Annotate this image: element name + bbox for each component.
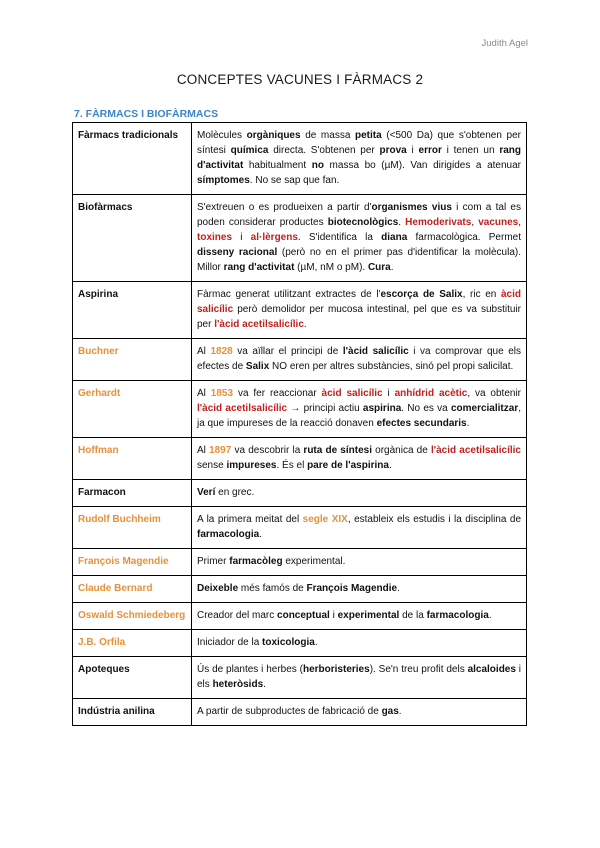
definition-cell [192,630,527,657]
table-row [73,195,527,282]
definition-cell [192,438,527,480]
definition-segment: petita [355,130,382,141]
definition-segment: i va comprovar que els efectes de [197,346,521,372]
definition-segment: , ric en [462,289,501,300]
definition-segment: Fàrmac generat utilitzant extractes de l' [197,289,381,300]
definition-segment: A partir de subproductes de fabricació de [197,706,382,717]
definition-segment: (<500 Da) que s'obtenen per síntesi [197,130,521,156]
definition-segment: no [311,160,324,171]
table-row [73,507,527,549]
definition-segment: S'extreuen o es produeixen a partir d' [197,202,372,213]
table-row [73,603,527,630]
definition-segment: alcaloides [467,664,516,675]
definition-segment: va descobrir la [231,445,304,456]
definition-segment: toxicologia [262,637,315,648]
term-cell: Claude Bernard [73,576,192,603]
definition-cell [192,576,527,603]
definition-segment: Deixeble [197,583,239,594]
term-cell: Aspirina [73,282,192,339]
table-row [73,699,527,726]
definition-segment: Verí [197,487,216,498]
definition-segment: però demolidor per mucosa intestinal, pel que es va substituir per [197,304,521,330]
definition-segment: . [314,637,318,648]
definition-segment: anhídrid acètic [394,388,468,399]
definition-segment: . [398,217,406,228]
definition-segment: vacunes [478,217,519,228]
definition-segment: farmacòleg [229,556,283,567]
definition-cell [192,603,527,630]
definition-segment: l'àcid salicílic [342,346,409,357]
definition-segment: , ja que impureses de la reacció donaven [197,403,521,429]
definition-segment: . S'identifica la [297,232,382,243]
definition-segment: l'àcid acetilsalicílic [197,403,288,414]
term-cell: Gerhardt [73,381,192,438]
table-row [73,339,527,381]
definition-cell [192,480,527,507]
definition-cell [192,282,527,339]
definition-segment: Al [197,388,211,399]
table-row [73,381,527,438]
definition-segment: efectes secundaris [376,418,467,429]
definition-segment: impureses [226,460,277,471]
definition-segment: . [398,706,402,717]
definition-segment: , [471,217,479,228]
table-row [73,480,527,507]
definition-segment: Cura [367,262,391,273]
definition-segment: Molècules [197,130,247,141]
definition-segment: habitualment [243,160,312,171]
definition-segment: farmacològica. Permet [407,232,521,243]
definition-segment: Primer [197,556,230,567]
term-cell: François Magendie [73,549,192,576]
definition-segment: Al [197,346,211,357]
definition-segment: ). Se'n treu profit dels [369,664,468,675]
definition-segment: . No es va [401,403,451,414]
definition-segment: símptomes [197,175,250,186]
definition-segment: rang d'activitat [223,262,295,273]
table-row [73,123,527,195]
term-cell: J.B. Orfila [73,630,192,657]
definition-segment: , estableix els estudis i la disciplina de [347,514,522,525]
definition-segment: gas [381,706,399,717]
author-name: Judith Agel [481,38,528,49]
term-cell: Fàrmacs tradicionals [73,123,192,195]
definition-segment: error [418,145,442,156]
definition-cell [192,699,527,726]
definition-segment: i com a tal es poden considerar productes [197,202,521,228]
definition-segment: orgàniques [246,130,301,141]
definition-segment: pare de l'aspirina [307,460,389,471]
definition-segment: . No se sap que fan. [249,175,340,186]
definition-segment: orgànica de [371,445,431,456]
definition-segment: i els [197,664,521,690]
table-row [73,657,527,699]
definition-segment: . [263,679,266,690]
table-row [73,576,527,603]
definition-segment: ruta de síntesi [303,445,372,456]
definition-cell [192,339,527,381]
definition-segment: . [259,529,263,540]
definition-segment: NO eren per altres substàncies, sinó pel propi salicilat. [269,361,514,372]
definition-segment: sense [197,460,227,471]
definition-segment: Ús de plantes i herbes ( [197,664,303,675]
section-heading: 7. FÀRMACS I BIOFÀRMACS [74,108,219,120]
definition-segment: . [488,610,492,621]
definition-segment: organismes vius [371,202,452,213]
definition-segment: farmacologia [197,529,260,540]
table-row [73,630,527,657]
table-row [73,549,527,576]
definition-cell [192,123,527,195]
definition-segment: directa. S'obtenen per [268,145,380,156]
definition-segment: diana [381,232,408,243]
definition-segment: 1853 [210,388,234,399]
definition-segment: (µM, nM o pM). [294,262,368,273]
definition-segment: rang d'activitat [197,145,521,171]
definition-segment: A la primera meitat del [197,514,303,525]
page-title: CONCEPTES VACUNES I FÀRMACS 2 [176,72,424,87]
definition-segment: massa bo (µM). Van dirigides a atenuar [323,160,521,171]
definition-segment: . [397,583,400,594]
definition-segment: 1897 [209,445,232,456]
definition-segment: , [518,217,522,228]
table-row [73,438,527,480]
definition-segment: heteròsids [212,679,264,690]
definition-segment: química [230,145,269,156]
concepts-table [72,122,527,726]
definition-segment: disseny racional [197,247,278,258]
definition-segment: més famós de [238,583,307,594]
definition-cell [192,657,527,699]
definition-segment: va aïllar el principi de [232,346,343,357]
definition-segment: → principi actiu [287,403,363,414]
definition-segment: l'àcid acetilsalicílic [214,319,304,330]
definition-cell [192,381,527,438]
definition-segment: experimental [337,610,400,621]
definition-segment: farmacologia [426,610,489,621]
definition-segment: 1828 [210,346,233,357]
definition-segment: Hemoderivats [405,217,472,228]
definition-segment: àcid salicílic [321,388,383,399]
definition-segment: escorça de Salix [380,289,463,300]
definition-segment: i [329,610,338,621]
definition-segment: . És el [276,460,308,471]
definition-segment: i tenen un [441,145,500,156]
definition-segment: segle XIX [302,514,348,525]
definition-segment: i [406,145,419,156]
term-cell: Farmacon [73,480,192,507]
definition-segment: biotecnològics [327,217,399,228]
definition-segment: , va obtenir [467,388,522,399]
definition-segment: i [232,232,251,243]
definition-segment: i [382,388,395,399]
definition-segment: Iniciador de la [197,637,263,648]
term-cell: Indústria anilina [73,699,192,726]
definition-segment: . [303,319,307,330]
definition-segment: . [388,460,392,471]
definition-segment: Salix [245,361,270,372]
definition-segment: comercialitzar [450,403,519,414]
term-cell: Rudolf Buchheim [73,507,192,549]
definition-segment: prova [379,145,407,156]
term-cell: Buchner [73,339,192,381]
definition-segment: . [390,262,394,273]
definition-segment: experimental. [282,556,346,567]
definition-segment: va fer reaccionar [233,388,322,399]
definition-segment: l'àcid acetilsalicílic [430,445,521,456]
term-cell: Biofàrmacs [73,195,192,282]
definition-segment: aspirina [362,403,402,414]
definition-segment: àcid salicílic [197,289,521,315]
term-cell: Apoteques [73,657,192,699]
definition-cell [192,549,527,576]
table-row [73,282,527,339]
definition-segment: en grec. [215,487,255,498]
definition-segment: (però no en el primer pas d'identificar la molècula). Millor [197,247,521,273]
definition-cell [192,507,527,549]
definition-segment: Creador del marc [197,610,278,621]
definition-segment: herboristeries [302,664,370,675]
definition-segment: de massa [300,130,356,141]
definition-cell [192,195,527,282]
definition-segment: . [466,418,470,429]
definition-segment: de la [399,610,427,621]
term-cell: Hoffman [73,438,192,480]
definition-segment: toxines [197,232,233,243]
definition-segment: conceptual [277,610,330,621]
definition-segment: François Magendie [306,583,398,594]
definition-segment: al·lèrgens [250,232,298,243]
term-cell: Oswald Schmiedeberg [73,603,192,630]
definition-segment: Al [197,445,210,456]
